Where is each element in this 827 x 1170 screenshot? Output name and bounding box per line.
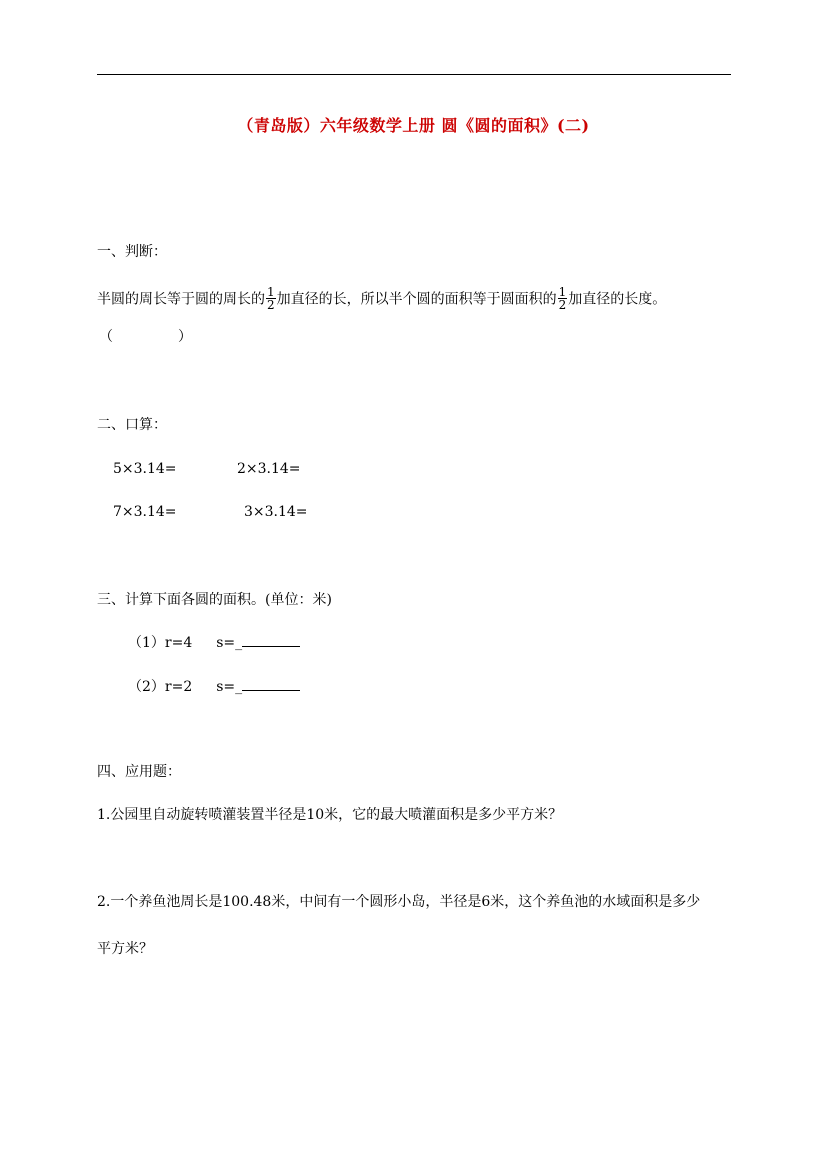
- fraction-denominator: 2: [267, 298, 275, 312]
- fraction-one-half: [558, 286, 568, 311]
- header-rule: [97, 74, 731, 75]
- fraction-denominator: 2: [558, 298, 567, 312]
- section2-heading: 二、口算：: [97, 417, 167, 433]
- mental-math-item: 5×3.14=: [113, 461, 177, 477]
- mental-math-item: 3×3.14=: [244, 504, 308, 520]
- section3-heading: 三、计算下面各圆的面积。(单位：米): [97, 592, 332, 608]
- answer-label: s=_: [216, 679, 243, 695]
- page-title: （青岛版）六年级数学上册 圆《圆的面积》(二): [237, 116, 590, 135]
- fraction-one-half: [266, 286, 276, 311]
- word-problem-2-line1: 2.一个养鱼池周长是100.48米，中间有一个圆形小岛，半径是6米，这个养鱼池的水域面积是多少: [97, 894, 701, 910]
- mental-math-item: 2×3.14=: [237, 461, 301, 477]
- statement-part1: 半圆的周长等于圆的周长的: [97, 291, 265, 308]
- statement-part3: 加直径的长度。: [568, 291, 667, 308]
- section4-heading: 四、应用题：: [97, 764, 181, 780]
- mental-math-item: 7×3.14=: [113, 504, 177, 520]
- area-problem-1: [128, 634, 300, 652]
- problem-label: （1）r=4: [128, 635, 193, 651]
- area-problem-2: [128, 678, 300, 696]
- answer-paren-open: （: [99, 329, 113, 345]
- word-problem-2-line2: 平方米？: [97, 941, 153, 957]
- judgement-statement: [97, 287, 666, 312]
- problem-label: （2）r=2: [128, 679, 193, 695]
- answer-label: s=_: [216, 635, 243, 651]
- statement-part2: 加直径的长，所以半个圆的面积等于圆面积的: [276, 291, 557, 308]
- word-problem-1: 1.公园里自动旋转喷灌装置半径是10米，它的最大喷灌面积是多少平方米？: [97, 807, 563, 823]
- fraction-numerator: 1: [558, 285, 567, 299]
- fraction-numerator: 1: [267, 285, 275, 299]
- answer-blank[interactable]: [242, 634, 300, 647]
- section1-heading: 一、判断：: [97, 244, 167, 260]
- answer-blank[interactable]: [242, 678, 300, 691]
- answer-paren-close: ）: [178, 329, 192, 345]
